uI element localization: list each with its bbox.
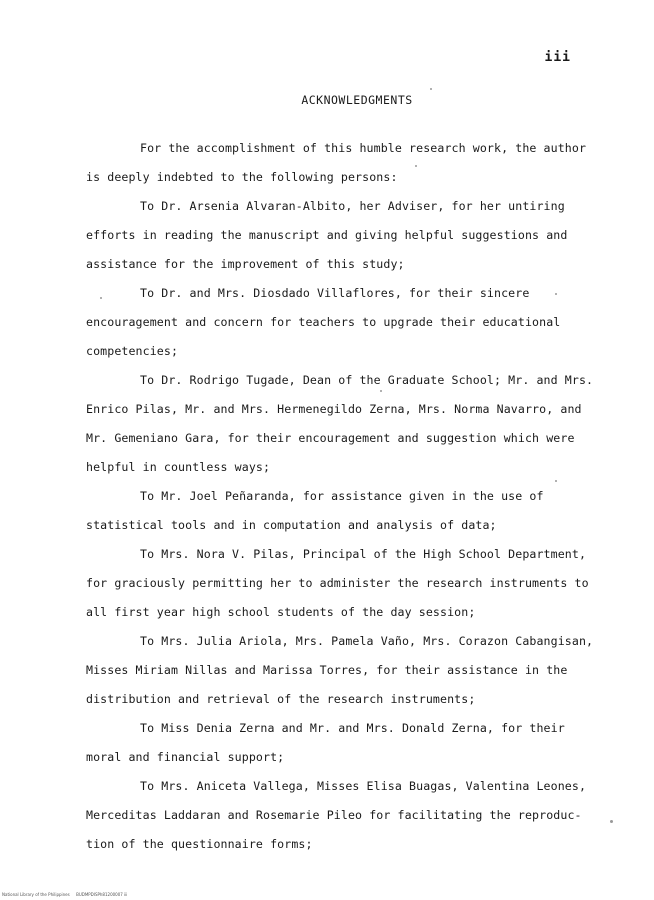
text-line: helpful in countless ways;: [86, 460, 271, 474]
text-line: To Dr. Arsenia Alvaran-Albito, her Adviser, for her untiring: [140, 199, 565, 213]
text-line: statistical tools and in computation and analysis of data;: [86, 518, 497, 532]
scan-speck: [610, 820, 613, 823]
text-line: To Dr. and Mrs. Diosdado Villaflores, for their sincere: [140, 286, 530, 300]
scan-speck: [100, 297, 102, 299]
text-line: is deeply indebted to the following persons:: [86, 170, 398, 184]
text-line: for graciously permitting her to administer the research instruments to: [86, 576, 589, 590]
scan-speck: [555, 293, 557, 295]
text-line: Misses Miriam Nillas and Marissa Torres, for their assistance in the: [86, 663, 568, 677]
text-line: To Mrs. Aniceta Vallega, Misses Elisa Buagas, Valentina Leones,: [140, 779, 587, 793]
text-line: tion of the questionnaire forms;: [86, 837, 313, 851]
text-line: all first year high school students of the day session;: [86, 605, 476, 619]
text-line: competencies;: [86, 344, 179, 358]
text-line: To Mrs. Julia Ariola, Mrs. Pamela Vaño, Mrs. Corazon Cabangisan,: [140, 634, 594, 648]
text-line: Mr. Gemeniano Gara, for their encouragement and suggestion which were: [86, 431, 575, 445]
scan-speck: [415, 165, 417, 167]
text-line: Enrico Pilas, Mr. and Mrs. Hermenegildo Zerna, Mrs. Norma Navarro, and: [86, 402, 582, 416]
text-line: To Dr. Rodrigo Tugade, Dean of the Graduate School; Mr. and Mrs.: [140, 373, 594, 387]
page-number: iii: [544, 50, 571, 65]
text-line: distribution and retrieval of the research instruments;: [86, 692, 476, 706]
text-line: To Miss Denia Zerna and Mr. and Mrs. Donald Zerna, for their: [140, 721, 565, 735]
text-line: To Mr. Joel Peñaranda, for assistance given in the use of: [140, 489, 544, 503]
page-title: ACKNOWLEDGMENTS: [301, 93, 413, 107]
text-line: efforts in reading the manuscript and giving helpful suggestions and: [86, 228, 568, 242]
scan-speck: [380, 390, 382, 392]
text-line: For the accomplishment of this humble research work, the author: [140, 141, 587, 155]
scan-speck: [430, 88, 432, 90]
text-line: moral and financial support;: [86, 750, 285, 764]
text-line: Merceditas Laddaran and Rosemarie Pileo for facilitating the reproduc-: [86, 808, 582, 822]
text-line: assistance for the improvement of this study;: [86, 257, 405, 271]
acknowledgments-body: [86, 134, 594, 859]
text-line: encouragement and concern for teachers to upgrade their educational: [86, 315, 561, 329]
footer-stamp: National Library of the Philippines BUDMPDISPh81200007 iii: [2, 892, 128, 897]
scan-speck: [555, 480, 557, 482]
text-line: To Mrs. Nora V. Pilas, Principal of the High School Department,: [140, 547, 587, 561]
